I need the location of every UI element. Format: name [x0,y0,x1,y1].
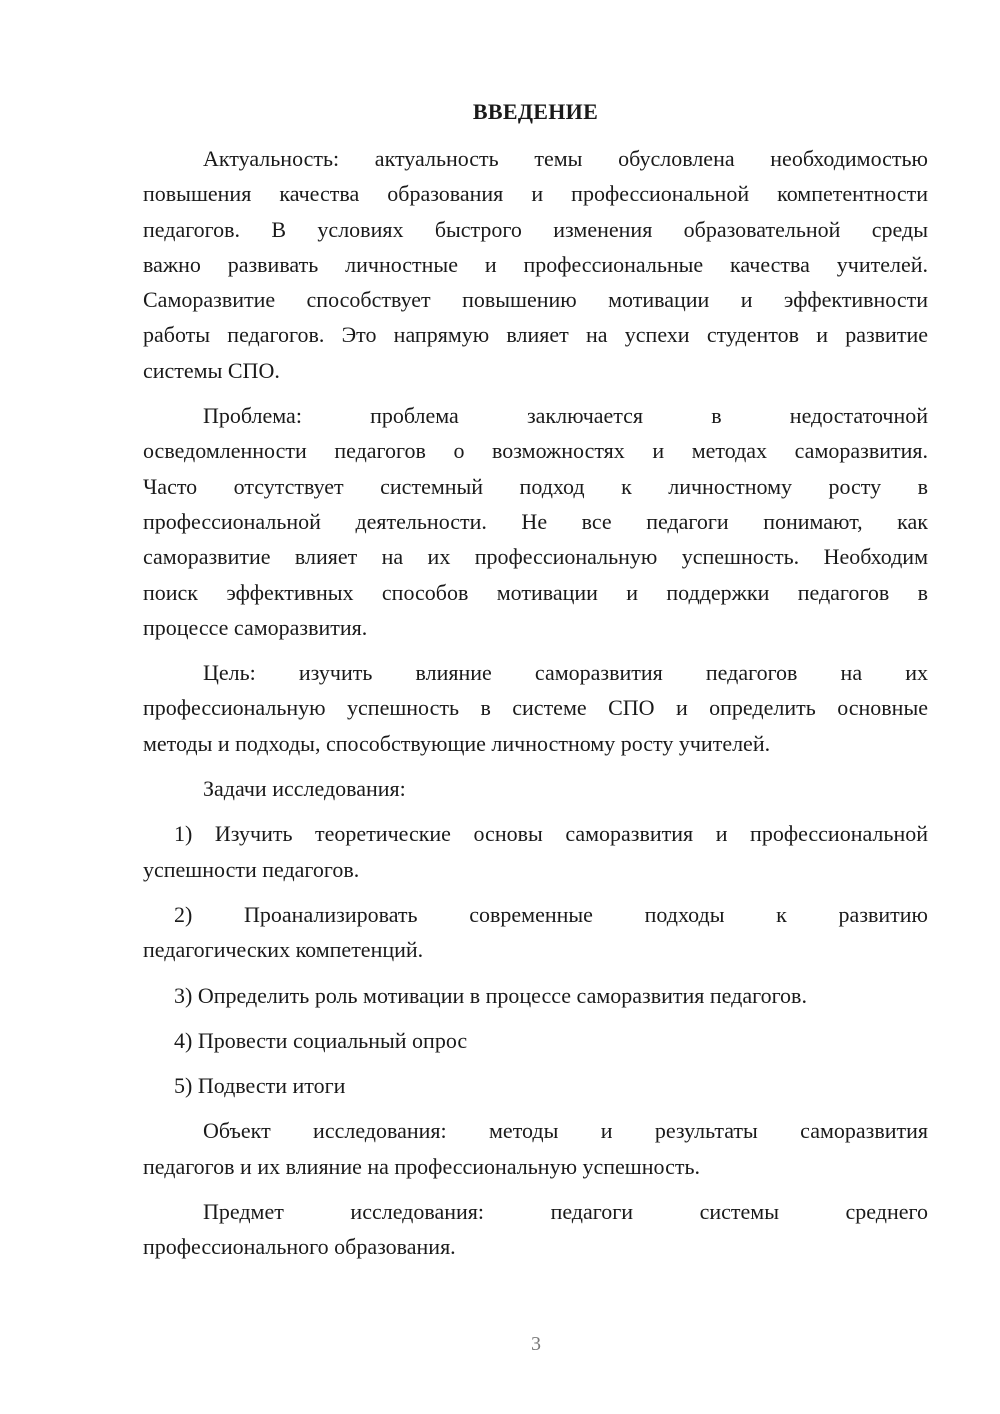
text-line: 1) Изучить теоретические основы саморазвития и профессиональной [174,821,928,847]
text-line: работы педагогов. Это напрямую влияет на успехи студентов и развитие [143,322,928,348]
text-line: Саморазвитие способствует повышению мотивации и эффективности [143,287,928,313]
paragraph-problem [143,398,928,645]
paragraph-object [143,1113,928,1184]
text-line: Часто отсутствует системный подход к личностному росту в [143,473,928,499]
text-line: педагогов и их влияние на профессиональную успешность. [143,1153,700,1179]
text-line: 3) Определить роль мотивации в процессе саморазвития педагогов. [174,982,807,1008]
tasks-heading [143,771,928,806]
document-body [143,94,928,1275]
text-line: Проблема: проблема заключается в недостаточной [203,403,928,429]
task-item-1 [143,816,928,887]
text-line: важно развивать личностные и профессиональные качества учителей. [143,251,928,277]
text-line: 4) Провести социальный опрос [174,1027,468,1053]
text-line: Объект исследования: методы и результаты саморазвития [203,1118,928,1144]
task-item-5 [143,1068,928,1103]
text-line: успешности педагогов. [143,856,360,882]
text-line: саморазвитие влияет на их профессиональную успешность. Необходим [143,544,928,570]
paragraph-subject [143,1194,928,1265]
text-line: системы СПО. [143,357,280,383]
text-line: Задачи исследования: [203,776,406,802]
text-line: профессионального образования. [143,1234,456,1260]
text-line: методы и подходы, способствующие личностному росту учителей. [143,730,771,756]
text-line: 5) Подвести итоги [174,1073,346,1099]
text-line: Цель: изучить влияние саморазвития педагогов на их [203,660,928,686]
text-line: процессе саморазвития. [143,614,368,640]
page-number: 3 [531,1333,541,1355]
text-line: повышения качества образования и профессиональной компетентности [143,181,928,207]
text-line: педагогов. В условиях быстрого изменения образовательной среды [143,216,928,242]
task-item-4 [143,1023,928,1058]
paragraph-goal [143,655,928,761]
text-line: педагогических компетенций. [143,937,424,963]
text-line: Предмет исследования: педагоги системы среднего [203,1199,928,1225]
text-line: профессиональной деятельности. Не все педагоги понимают, как [143,508,928,534]
text-line: 2) Проанализировать современные подходы к развитию [174,901,928,927]
text-line: осведомленности педагогов о возможностях и методах саморазвития. [143,438,928,464]
task-item-2 [143,897,928,968]
text-line: поиск эффективных способов мотивации и поддержки педагогов в [143,579,928,605]
page-title: ВВЕДЕНИЕ [472,99,599,124]
text-line: Актуальность: актуальность темы обусловлена необходимостью [203,146,928,171]
text-line: профессиональную успешность в системе СПО и определить основные [143,695,928,721]
paragraph-relevance [143,141,928,388]
task-item-3 [143,978,928,1013]
